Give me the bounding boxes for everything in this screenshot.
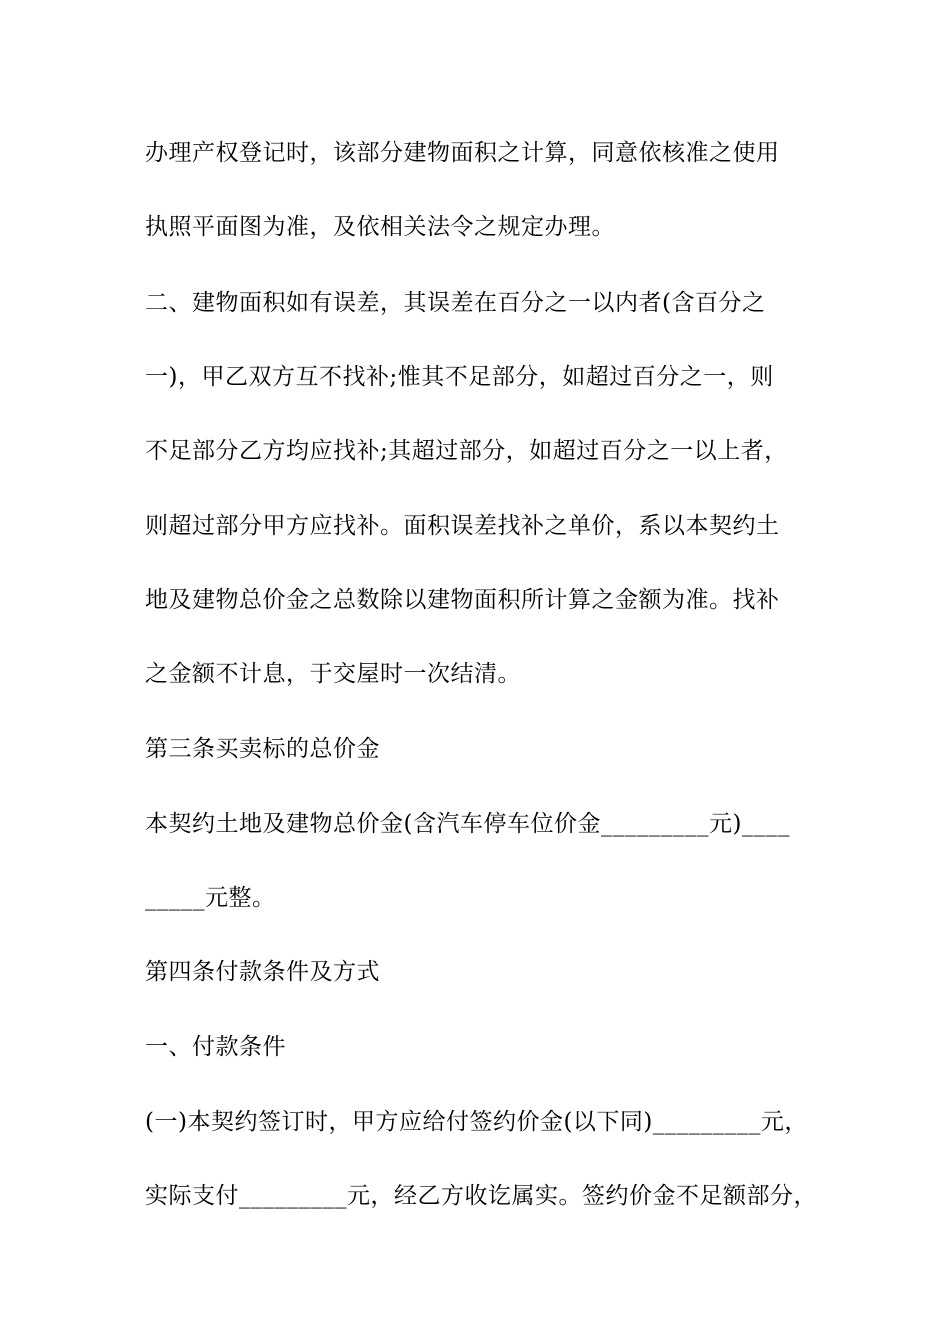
text-line: 本契约土地及建物总价金(含汽车停车位价金_________元)____ (145, 811, 790, 837)
text-line: _____元整。 (145, 885, 276, 911)
text-line: 实际支付_________元，经乙方收讫属实。签约价金不足额部分， (145, 1183, 817, 1209)
text-line: 办理产权登记时，该部分建物面积之计算，同意依核准之使用 (145, 140, 780, 166)
text-line: 地及建物总价金之总数除以建物面积所计算之金额为准。找补 (145, 587, 780, 613)
subsection-heading: 一、付款条件 (145, 1034, 286, 1060)
text-line: 一)，甲乙双方互不找补;惟其不足部分，如超过百分之一，则 (145, 364, 774, 390)
text-line: 执照平面图为准，及依相关法令之规定办理。 (145, 214, 615, 240)
section-heading: 第三条买卖标的总价金 (145, 736, 380, 762)
text-line: 之金额不计息，于交屋时一次结清。 (145, 661, 521, 687)
section-heading: 第四条付款条件及方式 (145, 959, 380, 985)
text-line: 则超过部分甲方应找补。面积误差找补之单价，系以本契约土 (145, 513, 780, 539)
text-line: (一)本契约签订时，甲方应给付签约价金(以下同)_________元， (145, 1109, 808, 1135)
text-line: 二、建物面积如有误差，其误差在百分之一以内者(含百分之 (145, 290, 766, 316)
text-line: 不足部分乙方均应找补;其超过部分，如超过百分之一以上者， (145, 438, 788, 464)
